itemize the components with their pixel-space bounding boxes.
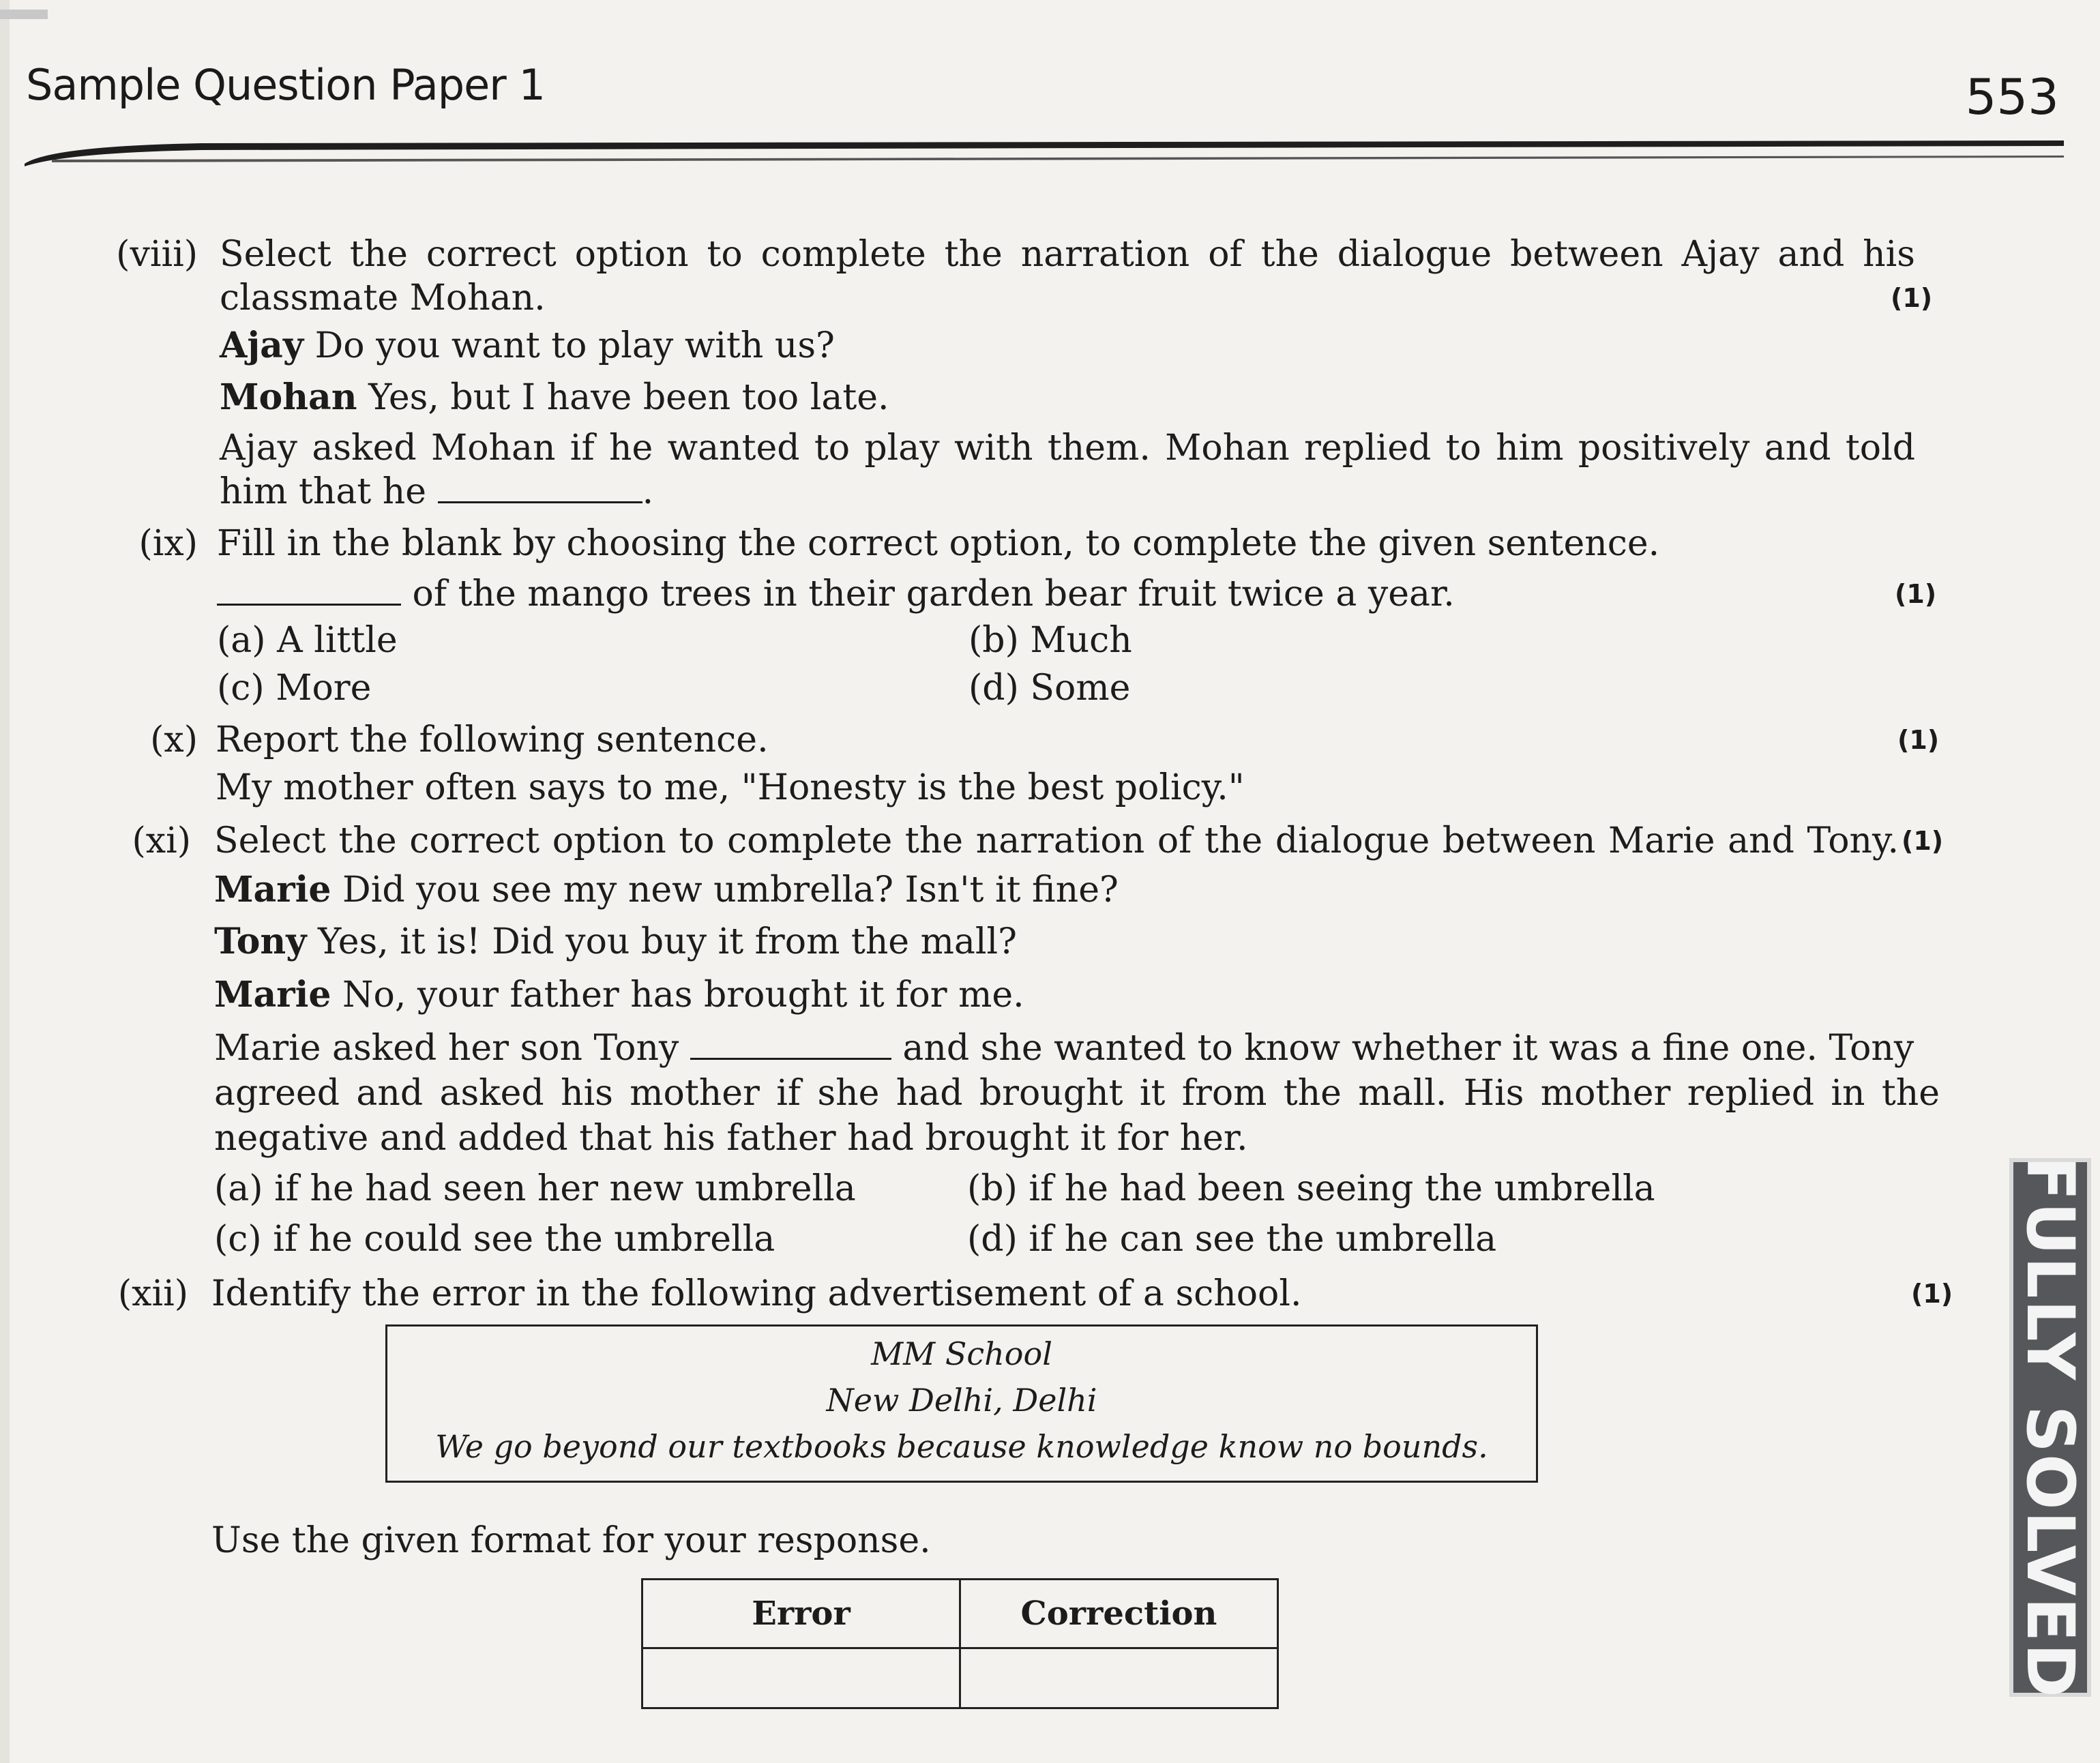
option-d[interactable]: (d) Some [968,668,1131,709]
correction-cell[interactable] [960,1648,1278,1708]
ad-slogan: We go beyond our textbooks because knowledge know no bounds. [435,1428,1488,1465]
question-xi-text: Select the correct option to complete the narration of the dialogue between Marie and Tony. [214,820,1899,861]
page-number: 553 [1965,68,2059,125]
narration-fragment: and she wanted to know whether it was a fine one. Tony [902,1028,1914,1069]
dialogue-text: Yes, it is! Did you buy it from the mall? [306,921,1018,962]
option-c[interactable]: (c) More [217,668,372,709]
header-rule [25,136,2064,171]
ad-location: New Delhi, Delhi [826,1382,1097,1419]
question-ix-sentence [217,572,1455,617]
dialogue-line [220,375,889,420]
response-table [641,1578,1279,1709]
error-cell[interactable] [642,1648,960,1708]
dialogue-text: No, your father has brought it for me. [331,975,1024,1016]
question-number-xii: (xii) [117,1273,188,1314]
table-header-correction: Correction [960,1580,1278,1648]
option-c[interactable]: (c) if he could see the umbrella [214,1219,775,1260]
speaker-name: Mohan [220,376,357,418]
dialogue-line [214,973,1024,1018]
scan-smudge [0,10,48,19]
marks-badge-x: (1) [1897,725,1940,755]
dialogue-line [220,323,835,368]
marks-badge-ix: (1) [1895,579,1937,609]
narration-fragment: Marie asked her son Tony [214,1028,679,1069]
narration-text: Ajay asked Mohan if he wanted to play with them. Mohan replied to him positively and told [220,428,1915,469]
advertisement-box [385,1324,1538,1483]
response-instruction: Use the given format for your response. [211,1520,931,1561]
option-a[interactable]: (a) A little [217,620,398,661]
speaker-name: Tony [214,921,307,962]
ad-school-name: MM School [871,1335,1052,1372]
marks-badge-viii: (1) [1891,283,1933,313]
narration-fragment: him that he [220,471,427,512]
option-a[interactable]: (a) if he had seen her new umbrella [214,1168,856,1209]
question-number-x: (x) [150,720,198,760]
question-x-sentence: My mother often says to me, "Honesty is the best policy." [216,767,1245,808]
dialogue-line [214,919,1017,964]
fully-solved-banner [2009,1155,2091,1700]
question-number-viii: (viii) [116,234,198,275]
sentence-text: of the mango trees in their garden bear fruit twice a year. [412,574,1455,614]
answer-blank[interactable] [217,576,401,606]
speaker-name: Ajay [220,325,304,366]
banner-text: FULLY SOLVED [2012,1155,2088,1700]
page-edge [0,0,10,1763]
narration-text-cont [220,469,653,514]
narration-period: . [642,471,654,512]
option-b[interactable]: (b) if he had been seeing the umbrella [967,1168,1655,1209]
narration-text-cont: negative and added that his father had brought it for her. [214,1118,1248,1159]
dialogue-text: Do you want to play with us? [304,325,835,366]
question-viii-text: Select the correct option to complete the narration of the dialogue between Ajay and his [220,234,1915,275]
question-number-ix: (ix) [138,523,198,564]
answer-blank[interactable] [438,474,642,503]
marks-badge-xii: (1) [1911,1279,1953,1309]
speaker-name: Marie [214,869,331,910]
option-d[interactable]: (d) if he can see the umbrella [967,1219,1497,1260]
narration-text [214,1026,1914,1071]
dialogue-text: Did you see my new umbrella? Isn't it fine? [331,870,1119,910]
table-header-error: Error [642,1580,960,1648]
question-number-xi: (xi) [132,820,191,861]
marks-badge-xi: (1) [1902,826,1944,856]
question-xii-text: Identify the error in the following advertisement of a school. [211,1273,1302,1314]
question-viii-text-cont: classmate Mohan. [220,278,546,318]
answer-blank[interactable] [690,1031,891,1060]
option-b[interactable]: (b) Much [968,620,1132,661]
dialogue-text: Yes, but I have been too late. [357,377,889,418]
dialogue-line [214,868,1119,913]
header-title: Sample Question Paper 1 [26,60,545,110]
question-ix-text: Fill in the blank by choosing the correct option, to complete the given sentence. [217,523,1660,564]
narration-text-cont: agreed and asked his mother if she had brought it from the mall. His mother replied in the [214,1073,1940,1114]
question-x-text: Report the following sentence. [216,720,769,760]
speaker-name: Marie [214,974,331,1016]
